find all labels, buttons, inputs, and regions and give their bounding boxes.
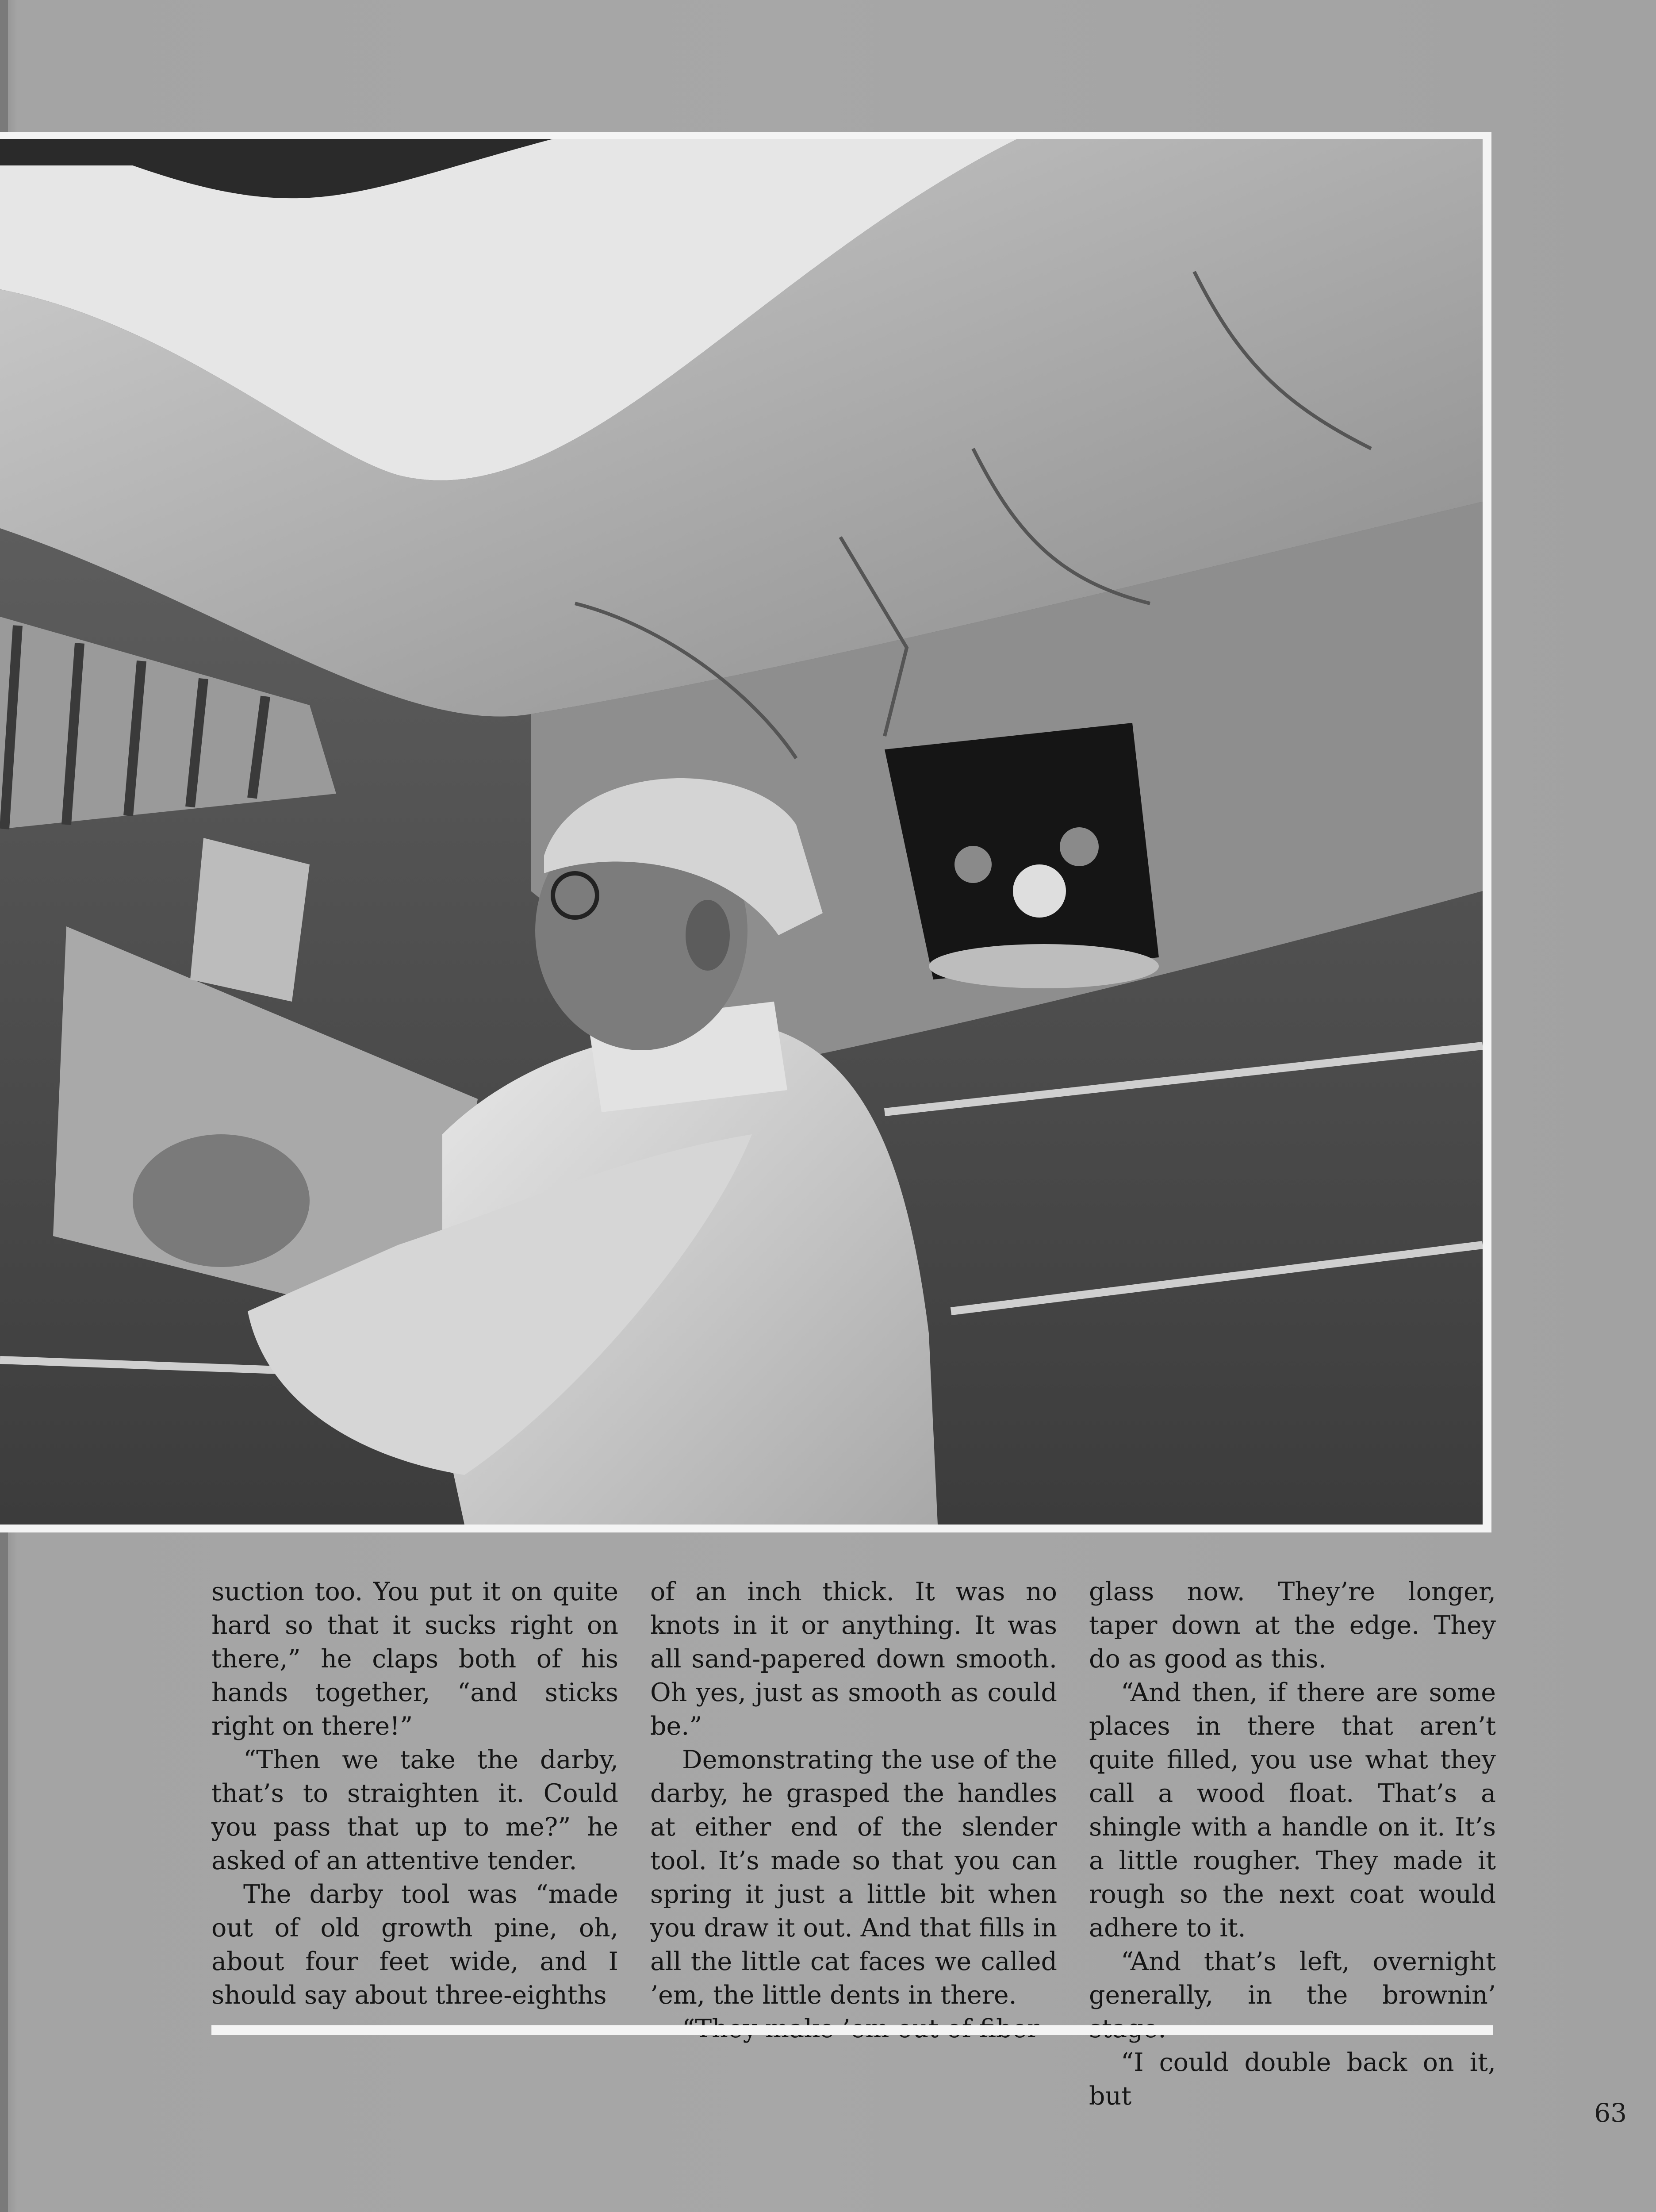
text-column-1 — [211, 1575, 618, 2012]
paragraph: “Then we take the darby, that’s to straighten it. Could you pass that up to me?” he asked of an attentive tender. — [211, 1745, 618, 1875]
paragraph: of an inch thick. It was no knots in it or anything. It was all sand-papered down smooth. Oh yes, just as smooth as could be.” — [650, 1577, 1057, 1741]
plasterer-photo — [0, 139, 1483, 1525]
paragraph: The darby tool was “made out of old growth pine, oh, about four feet wide, and I should say about three-eighths — [211, 1880, 618, 2010]
page-number: 63 — [1594, 2098, 1627, 2128]
article-columns — [211, 1575, 1496, 2111]
paragraph: “And then, if there are some places in there that aren’t quite filled, you use what they call a wood float. That’s a shingle with a handle on it. It’s a little rougher. They made it rough so the next coat would adhere to it. — [1089, 1678, 1496, 1943]
photo-frame — [0, 132, 1491, 1532]
paragraph: “I could double back on it, but — [1089, 2048, 1496, 2111]
paragraph: Demonstrating the use of the darby, he grasped the handles at either end of the slender tool. It’s made so that you can spring it just a little bit when you draw it out. And that fills in all the little cat faces we called ’em, the little dents in there. — [650, 1745, 1057, 2010]
bottom-rule — [211, 2025, 1493, 2035]
plasterer-photo-icon — [0, 139, 1483, 1525]
paragraph: suction too. You put it on quite hard so that it sucks right on there,” he claps both of his hands together, “and sticks right on there!” — [211, 1577, 618, 1741]
text-column-2 — [650, 1575, 1057, 2046]
paragraph: glass now. They’re longer, taper down at the edge. They do as good as this. — [1089, 1577, 1496, 1674]
paragraph: “And that’s left, overnight generally, in the brownin’ — [1089, 1947, 1496, 2010]
